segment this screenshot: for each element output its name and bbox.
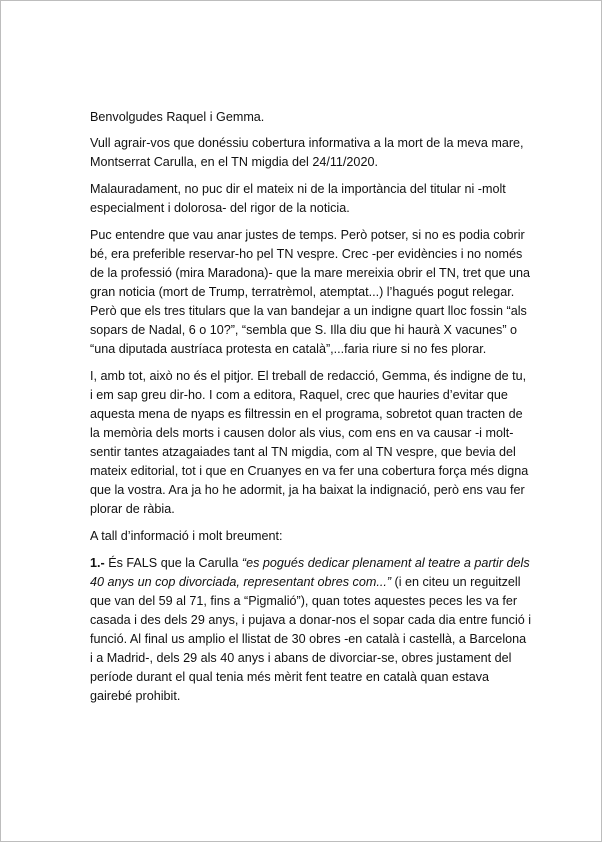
paragraph-timing: Puc entendre que vau anar justes de temps. Però potser, si no es podia cobrir bé, era preferible reservar-ho pel TN vespre. Crec -per evidències i no només de la professió (mira Maradona)- que la mare mereixia obrir el TN, tret que una gran noticia (mort de Trump, terratrèmol, atemptat...) l’hagués pogut relegar. Però que els tres titulars que la van bandejar a un indigne quart lloc fossin “als sopars de Nadal, 6 o 10?”, “sembla que S. Illa diu que hi haurà X vacunes” o “una diputada austríaca protesta en català”,...faria riure si no fes plorar. bbox=[90, 228, 531, 356]
point-1-quote: “es pogués dedicar plenament al teatre a partir dels 40 anys un cop divorciada, representant obres com...” bbox=[90, 556, 530, 589]
paragraph-intro-points: A tall d’informació i molt breument: bbox=[90, 529, 283, 543]
letter-body bbox=[90, 108, 532, 714]
point-1-text-a: És FALS que la Carulla bbox=[104, 556, 242, 570]
paragraph-editorial: I, amb tot, això no és el pitjor. El treball de redacció, Gemma, és indigne de tu, i em sap greu dir-ho. I com a editora, Raquel, crec que hauries d’evitar que aquesta mena de nyaps es filtressin en el programa, sobretot quan tracten de la memòria dels morts i causen dolor als vius, com ens en va causar -i molt- sentir tantes atzagaiades tant al TN migdia, com al TN vespre, que bevia del mateix editorial, tot i que en Cruanyes en va fer una cobertura força més digna que la vostra. Ara ja ho he adormit, ja ha baixat la indignació, però ens vau fer plorar de ràbia. bbox=[90, 369, 529, 516]
point-1-text-b: (i en citeu un reguitzell que van del 59 al 71, fins a “Pigmalió”), quan totes aquestes peces les va fer casada i des dels 29 anys, i pujava a donar-nos el sopar cada dia entre funció i funció. Al final us amplio el llistat de 30 obres -en català i castellà, a Barcelona i a Madrid-, dels 29 als 40 anys i abans de divorciar-se, obres justament del període durant el qual tenia més mèrit fent teatre en català quan estava gairebé prohibit. bbox=[90, 575, 532, 703]
letter-greeting: Benvolgudes Raquel i Gemma. bbox=[90, 110, 265, 124]
paragraph-thanks: Vull agrair-vos que donéssiu cobertura informativa a la mort de la meva mare, Montserrat Carulla, en el TN migdia del 24/11/2020. bbox=[90, 136, 524, 169]
point-1 bbox=[90, 554, 532, 706]
point-1-number: 1.- bbox=[90, 556, 105, 570]
paragraph-rigor: Malauradament, no puc dir el mateix ni de la importància del titular ni -molt especialment i dolorosa- del rigor de la noticia. bbox=[90, 182, 506, 215]
